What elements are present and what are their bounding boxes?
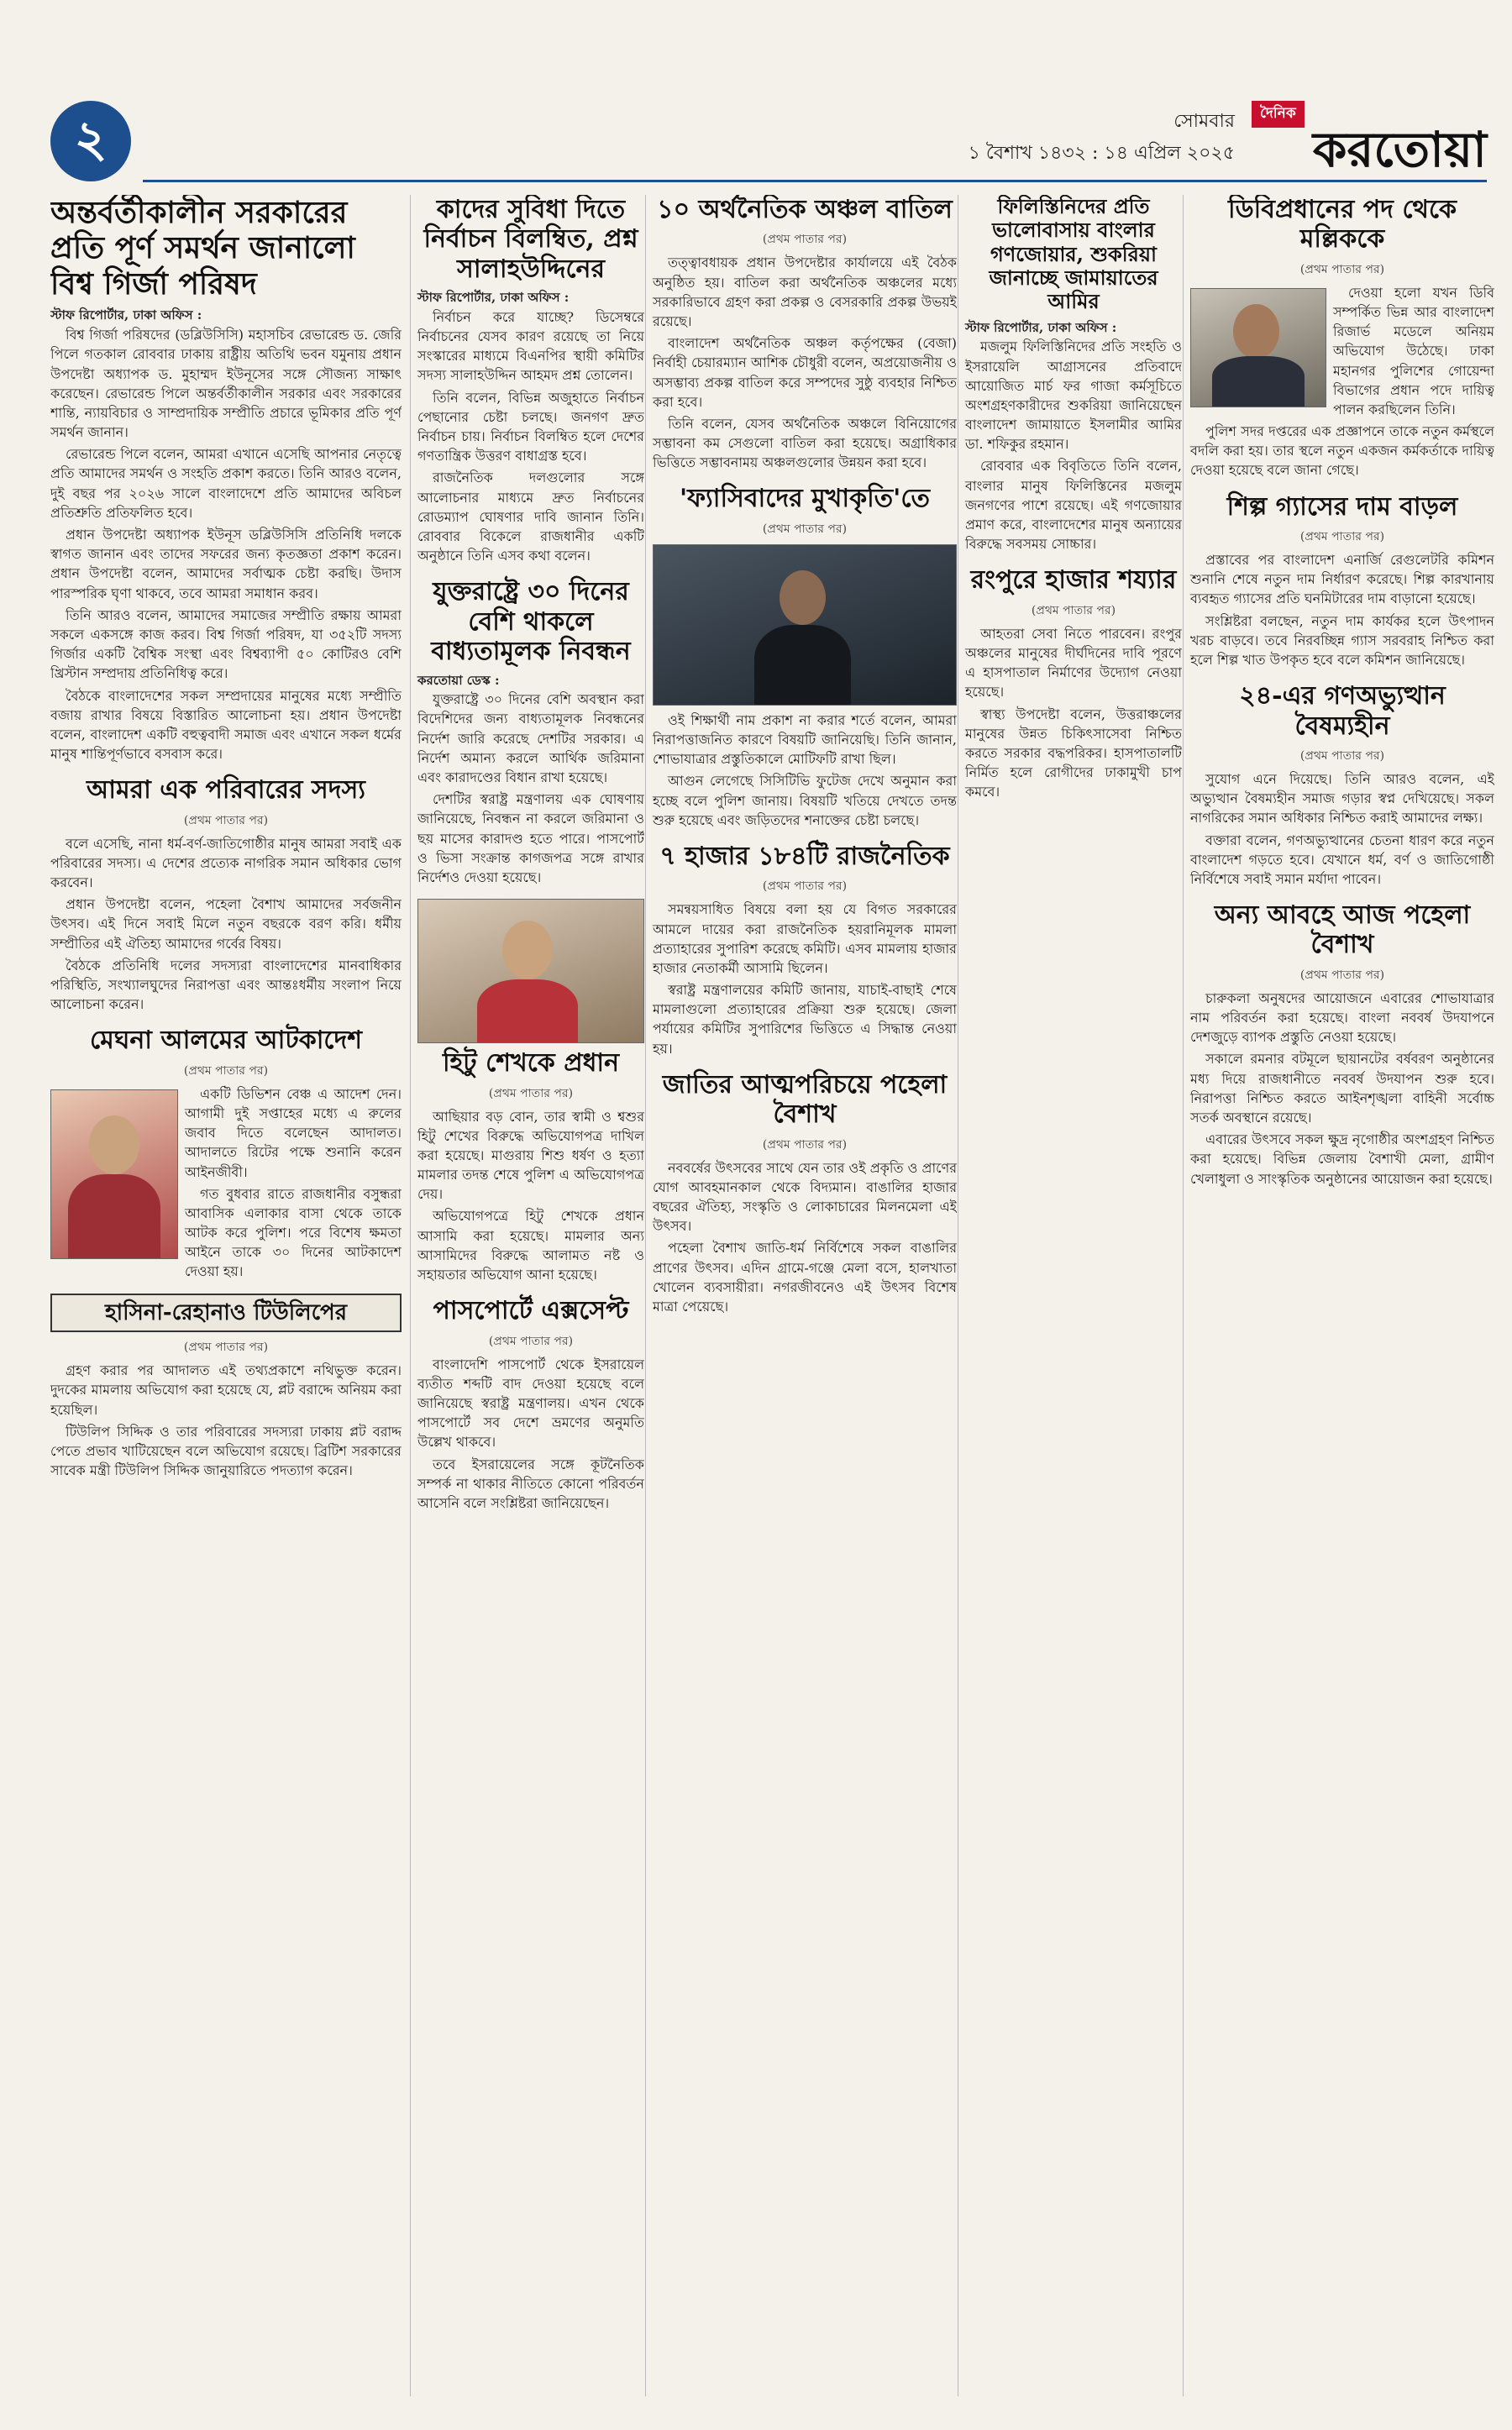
article-usa-visa <box>417 577 644 887</box>
masthead <box>50 101 1487 193</box>
continuation-ref: (প্রথম পাতার পর) <box>1299 748 1385 763</box>
article-body <box>417 672 644 888</box>
paragraph: তিনি বলেন, বিভিন্ন অজুহাতে নির্বাচন পেছানোর চেষ্টা চলছে। জনগণ দ্রুত নির্বাচন চায়। নির্বাচন বিলম্বিত হলে দেশের গণতান্ত্রিক উত্তরণ বাধাগ্রস্ত হবে। <box>417 389 644 464</box>
paragraph: বলে এসেছি, নানা ধর্ম-বর্ণ-জাতিগোষ্ঠীর মানুষ আমরা সবাই এক পরিবারের সদস্য। এ দেশের প্রত্যেক নাগরিক সমান অধিকার ভোগ করবেন। <box>50 835 402 891</box>
paragraph: চারুকলা অনুষদের আয়োজনে এবারের শোভাযাত্রার নাম পরিবর্তন করা হয়েছে। বাংলা নববর্ষ উদযাপনে দেশজুড়ে ব্যাপক প্রস্তুতি নেওয়া হয়েছে। <box>1190 989 1494 1046</box>
paragraph: ওই শিক্ষার্থী নাম প্রকাশ না করার শর্তে বলেন, আমরা নিরাপত্তাজনিত কারণে বিষয়টি জানিয়েছি। তিনি জানান, শোভাযাত্রার প্রস্তুতিকালে মোটিফটি রাখা ছিল। <box>653 711 957 768</box>
paragraph: পুলিশ সদর দপ্তরের এক প্রজ্ঞাপনে তাকে নতুন কর্মস্থলে বদলি করা হয়। তার স্থলে নতুন একজন কর্মকর্তাকে দায়িত্ব দেওয়া হয়েছে বলে জানা গেছে। <box>1190 423 1494 479</box>
paragraph: আহতরা সেবা নিতে পারবেন। রংপুর অঞ্চলের মানুষের দীর্ঘদিনের দাবি পূরণে এ হাসপাতাল নির্মাণের উদ্যোগ নেওয়া হয়েছে। <box>965 625 1182 701</box>
continuation-ref: (প্রথম পাতার পর) <box>183 813 269 827</box>
paragraph: নির্বাচন করে যাচ্ছে? ডিসেম্বরে নির্বাচনের যেসব কারণ রয়েছে তা নিয়ে সংস্কারের মাধ্যমে বিএনপির স্থায়ী কমিটির সদস্য সালাহউদ্দিন আহমদ প্রশ্ন তোলেন। <box>417 308 644 384</box>
dateline: স্টাফ রিপোর্টার, ঢাকা অফিস : <box>50 307 202 323</box>
article-rangpur <box>965 565 1182 801</box>
column-5 <box>1183 195 1494 2396</box>
column-1 <box>50 195 402 2396</box>
paragraph: সুযোগ এনে দিয়েছে। তিনি আরও বলেন, এই অভ্যুত্থান বৈষম্যহীন সমাজ গড়ার স্বপ্ন দেখিয়েছে। সকল নাগরিকের সমান অধিকার নিশ্চিত করাই আমাদের লক্ষ্য। <box>1190 770 1494 827</box>
headline: ডিবিপ্রধানের পদ থেকে মল্লিককে <box>1228 195 1457 255</box>
newspaper-logo <box>1252 101 1487 180</box>
headline: মেঘনা আলমের আটকাদেশ <box>89 1026 362 1056</box>
article-church <box>50 195 402 764</box>
dateline: স্টাফ রিপোর্টার, ঢাকা অফিস : <box>417 290 570 306</box>
article-body <box>417 289 644 565</box>
article-fascism <box>653 484 957 830</box>
paragraph: তত্ত্বাবধায়ক প্রধান উপদেষ্টার কার্যালয়ে এই বৈঠক অনুষ্ঠিত হয়। বাতিল করা অর্থনৈতিক অঞ্চলের মধ্যে সরকারিভাবে গ্রহণ করা প্রকল্প ও বেসরকারি প্রকল্প উভয়ই রয়েছে। <box>653 255 957 329</box>
article-body <box>653 900 957 1058</box>
headline: শিল্প গ্যাসের দাম বাড়ল <box>1226 491 1458 522</box>
headline: 'ফ্যাসিবাদের মুখাকৃতি'তে <box>679 484 931 514</box>
news-photo <box>417 899 644 1043</box>
paragraph: গ্রহণ করার পর আদালত এই তথ্যপ্রকাশে নথিভুক্ত করেন। দুদকের মামলায় অভিযোগ করা হয়েছে যে, প্লট বরাদ্দে অনিয়ম করা হয়েছিল। <box>50 1362 402 1418</box>
headline: পাসপোর্টে এক্সসেপ্ট <box>433 1296 629 1326</box>
paragraph: প্রধান উপদেষ্টা অধ্যাপক ইউনূস ডব্লিউসিসি প্রতিনিধি দলকে স্বাগত জানান এবং তাদের সফরের জন্য কৃতজ্ঞতা প্রকাশ করেন। প্রধান উপদেষ্টা বলেন, আমাদের সর্বাত্মক চেষ্টা করছি। উদাস পারস্পরিক ঘৃণা থাকবে, তবে আমরা সমাধান করব। <box>50 527 402 601</box>
paragraph: নববর্ষের উৎসবের সাথে যেন তার ওই প্রকৃতি ও প্রাণের যোগ আবহমানকাল থেকে বিদ্যমান। বাঙালির হাজার বছরের ঐতিহ্য, সংস্কৃতি ও লোকাচারের মিলনমেলা এই উৎসব। <box>653 1159 957 1235</box>
article-body <box>50 1361 402 1480</box>
article-gas <box>1190 492 1494 670</box>
column-4 <box>958 195 1182 2396</box>
paragraph: দেওয়া হলো যখন ডিবি সম্পর্কিত ভিন্ন আর বাংলাদেশ রিজার্ভ মডেলে অনিয়ম অভিযোগ উঠেছে। ঢাকা মহানগর পুলিশের গোয়েন্দা বিভাগের প্রধান পদে দায়িত্ব পালন করছিলেন তিনি। <box>1333 284 1494 417</box>
masthead-rule <box>143 180 1487 182</box>
continuation-ref: (প্রথম পাতার পর) <box>488 1086 574 1100</box>
paragraph: রেভারেন্ড পিলে বলেন, আমরা এখানে এসেছি আপনার নেতৃত্বে প্রতি আমাদের সমর্থন ও সংহতি প্রকাশ করতে। তিনি আরও বলেন, দুই বছর পর ২০২৬ সালে বাংলাদেশে প্রতি আমাদের অবিচল প্রতিশ্রুতি প্রতিফলিত হবে। <box>50 446 402 521</box>
continuation-ref: (প্রথম পাতার পর) <box>762 522 848 536</box>
article-other-events <box>1190 900 1494 1189</box>
article-meghna <box>50 1026 402 1281</box>
headline: কাদের সুবিধা দিতে নির্বাচন বিলম্বিত, প্রশ্ন সালাহউদ্দিনের <box>423 195 638 284</box>
headline: অন্য আবহে আজ পহেলা বৈশাখ <box>1214 900 1471 960</box>
paragraph: বিশ্ব গির্জা পরিষদের (ডব্লিউসিসি) মহাসচিব রেভারেন্ড ড. জেরি পিলে গতকাল রোববার ঢাকায় রাষ্ট্রীয় অতিথি ভবন যমুনায় প্রধান উপদেষ্টা অধ্যাপক ড. মুহাম্মদ ইউনূসের সঙ্গে সৌজন্য সাক্ষাৎ করেছেন। রেভারেন্ড পিলে অন্তর্বর্তীকালীন সরকার এবং সরকারের শান্তি, ন্যায়বিচার ও সাম্প্রদায়িক সম্প্রীতি প্রচারে ভূমিকার প্রতি পূর্ণ সমর্থন জানান। <box>50 327 402 441</box>
headline: হিটু শেখকে প্রধান <box>442 1048 620 1079</box>
paragraph: মজলুম ফিলিস্তিনিদের প্রতি সংহতি ও ইসরায়েলি আগ্রাসনের প্রতিবাদে আয়োজিত মার্চ ফর গাজা কর্মসূচিতে অংশগ্রহণকারীদের শুকরিয়া জানিয়েছেন বাংলাদেশ জামায়াতে ইসলামীর আমির ডা. শফিকুর রহমান। <box>965 339 1182 453</box>
headline: অন্তর্বর্তীকালীন সরকারের প্রতি পূর্ণ সমর্থন জানালো বিশ্ব গির্জা পরিষদ <box>50 195 355 302</box>
continuation-ref: (প্রথম পাতার পর) <box>762 1137 848 1152</box>
continuation-ref: (প্রথম পাতার পর) <box>1299 530 1385 544</box>
paragraph: বাংলাদেশ অর্থনৈতিক অঞ্চল কর্তৃপক্ষের (বেজা) নির্বাহী চেয়ারম্যান আশিক চৌধুরী বলেন, অপ্রয়োজনীয় ও অসম্ভাব্য প্রকল্প বাতিল করে সম্পদের সুষ্ঠু ব্যবহার নিশ্চিত করা হবে। <box>653 335 957 410</box>
article-body <box>965 319 1182 554</box>
headline: আমরা এক পরিবারের সদস্য <box>87 775 365 806</box>
continuation-ref: (প্রথম পাতার পর) <box>762 879 848 894</box>
paragraph: আছিয়ার বড় বোন, তার স্বামী ও শ্বশুর হিটু শেখের বিরুদ্ধে অভিযোগপত্র দাখিল করা হয়েছে। মাগুরায় শিশু ধর্ষণ ও হত্যা মামলার তদন্ত শেষে পুলিশ এ অভিযোগপত্র দেয়। <box>417 1108 644 1203</box>
paragraph: যুক্তরাষ্ট্রে ৩০ দিনের বেশি অবস্থান করা বিদেশিদের জন্য বাধ্যতামূলক নিবন্ধনের নির্দেশ জারি করেছে দেশটির সরকার। এ নির্দেশ অমান্য করলে আর্থিক জরিমানা এবং কারাদণ্ডের বিধান রাখা হয়েছে। <box>417 691 644 786</box>
headline: ফিলিস্তিনিদের প্রতি ভালোবাসায় বাংলার গণজোয়ার, শুকরিয়া জানাচ্ছে জামায়াতের আমির <box>989 195 1158 314</box>
logo-prefix: দৈনিক <box>1252 101 1305 128</box>
headline: যুক্তরাষ্ট্রে ৩০ দিনের বেশি থাকলে বাধ্যতামূলক নিবন্ধন <box>431 577 631 667</box>
article-body <box>653 1158 957 1317</box>
paragraph: সংশ্লিষ্টরা বলছেন, নতুন দাম কার্যকর হলে উৎপাদন খরচ বাড়বে। তবে নিরবচ্ছিন্ন গ্যাস সরবরাহ নিশ্চিত করা হলে শিল্প খাত উপকৃত হবে বলে কমিশন জানিয়েছে। <box>1190 612 1494 668</box>
article-hitu <box>417 899 644 1284</box>
headline: ২৪-এর গণঅভ্যুত্থান বৈষম্যহীন <box>1239 681 1446 741</box>
continuation-ref: (প্রথম পাতার পর) <box>1031 603 1116 617</box>
article-body <box>1190 550 1494 669</box>
paragraph: বৈঠকে প্রতিনিধি দলের সদস্যরা বাংলাদেশের মানবাধিকার পরিস্থিতি, সংখ্যালঘুদের নিরাপত্তা এবং আন্তঃধর্মীয় সংলাপ নিয়ে আলোচনা করেন। <box>50 957 402 1013</box>
article-body <box>50 834 402 1015</box>
paragraph: স্বাস্থ্য উপদেষ্টা বলেন, উত্তরাঞ্চলের মানুষের উন্নত চিকিৎসাসেবা নিশ্চিত করতে সরকার বদ্ধপরিকর। হাসপাতালটি নির্মিত হলে রোগীদের ঢাকামুখী চাপ কমবে। <box>965 706 1182 800</box>
continuation-ref: (প্রথম পাতার পর) <box>183 1341 269 1355</box>
news-photo <box>653 544 957 706</box>
paragraph: এবারের উৎসবে সকল ক্ষুদ্র নৃগোষ্ঠীর অংশগ্রহণ নিশ্চিত করা হয়েছে। বিভিন্ন জেলায় বৈশাখী মেলা, গ্রামীণ খেলাধুলা ও সাংস্কৃতিক অনুষ্ঠানের আয়োজন করা হয়েছে। <box>1190 1131 1494 1187</box>
paragraph: সমন্বয়সাধিত বিষয়ে বলা হয় যে বিগত সরকারের আমলে দায়ের করা রাজনৈতিক হয়রানিমূলক মামলা প্রত্যাহারের সুপারিশ করেছে কমিটি। এসব মামলায় হাজার হাজার নেতাকর্মী আসামি ছিলেন। <box>653 901 957 976</box>
continuation-ref: (প্রথম পাতার পর) <box>488 1334 574 1348</box>
article-body <box>50 307 402 764</box>
article-philistine <box>965 195 1182 554</box>
headline: রংপুরে হাজার শয্যার <box>970 565 1177 596</box>
paragraph: সকালে রমনার বটমূলে ছায়ানটের বর্ষবরণ অনুষ্ঠানের মধ্য দিয়ে রাজধানীতে নববর্ষ উদযাপন শুরু হবে। নিরাপত্তা নিশ্চিত করতে আইনশৃঙ্খলা বাহিনী সর্বোচ্চ সতর্ক অবস্থানে রয়েছে। <box>1190 1051 1494 1126</box>
paragraph: বৈঠকে বাংলাদেশের সকল সম্প্রদায়ের মানুষের মধ্যে সম্প্রীতি বজায় রাখার বিষয়ে বিস্তারিত আলোচনা হয়। প্রধান উপদেষ্টা বলেন, বাংলাদেশ একটি বহুত্ববাদী সমাজ এবং এখানে সকল ধর্মের মানুষ শান্তিপূর্ণভাবে বসবাস করে। <box>50 687 402 763</box>
paragraph: দেশটির স্বরাষ্ট্র মন্ত্রণালয় এক ঘোষণায় জানিয়েছে, নিবন্ধন না করলে জরিমানা ও ছয় মাসের কারাদণ্ড হতে পারে। পাসপোর্ট ও ভিসা সংক্রান্ত কাগজপত্র সঙ্গে রাখার নির্দেশও দেওয়া হয়েছে। <box>417 791 644 885</box>
paragraph: তবে ইসরায়েলের সঙ্গে কূটনৈতিক সম্পর্ক না থাকার নীতিতে কোনো পরিবর্তন আসেনি বলে সংশ্লিষ্টরা জানিয়েছেন। <box>417 1456 644 1511</box>
paragraph: বাংলাদেশি পাসপোর্ট থেকে ইসরায়েল ব্যতীত শব্দটি বাদ দেওয়া হয়েছে বলে জানিয়েছে স্বরাষ্ট্র মন্ত্রণালয়। এখন থেকে পাসপোর্টে সব দেশে ভ্রমণের অনুমতি উল্লেখ থাকবে। <box>417 1356 644 1451</box>
headline: ৭ হাজার ১৮৪টি রাজনৈতিক <box>659 841 950 871</box>
article-body <box>965 624 1182 802</box>
paragraph: প্রধান উপদেষ্টা বলেন, পহেলা বৈশাখ আমাদের সর্বজনীন উৎসব। এই দিনে সবাই মিলে নতুন বছরকে বরণ করি। ধর্মীয় সম্প্রীতির এই ঐতিহ্য আমাদের গর্বের বিষয়। <box>50 896 402 952</box>
paragraph: রোববার এক বিবৃতিতে তিনি বলেন, বাংলার মানুষ ফিলিস্তিনের মজলুম জনগণের পাশে রয়েছে। এই গণজোয়ার প্রমাণ করে, বাংলাদেশের মানুষ অন্যায়ের বিরুদ্ধে সবসময় সোচ্চার। <box>965 458 1182 553</box>
news-photo <box>50 1089 178 1259</box>
article-regions <box>653 195 957 472</box>
paragraph: পহেলা বৈশাখ জাতি-ধর্ম নির্বিশেষে সকল বাঙালির প্রাণের উৎসব। এদিন গ্রামে-গঞ্জে মেলা বসে, হালখাতা খোলেন ব্যবসায়ীরা। নগরজীবনেও এই উৎসব বিশেষ মাত্রা পেয়েছে। <box>653 1240 957 1315</box>
weekday: সোমবার <box>1173 111 1235 132</box>
article-body <box>417 1355 644 1514</box>
paragraph: তিনি বলেন, যেসব অর্থনৈতিক অঞ্চলে বিনিয়োগের সম্ভাবনা কম সেগুলো বাতিল করা হয়েছে। অগ্রাধিকার ভিত্তিতে সম্ভাবনাময় অঞ্চলগুলোর উন্নয়ন করা হবে। <box>653 415 957 471</box>
article-hasina <box>50 1294 402 1481</box>
article-body <box>1190 769 1494 889</box>
article-passport <box>417 1296 644 1513</box>
headline: জাতির আত্মপরিচয়ে পহেলা বৈশাখ <box>662 1069 948 1130</box>
paragraph: টিউলিপ সিদ্দিক ও তার পরিবারের সদস্যরা ঢাকায় প্লট বরাদ্দ পেতে প্রভাব খাটিয়েছেন বলে অভিযোগ রয়েছে। ব্রিটিশ সরকারের সাবেক মন্ত্রী টিউলিপ সিদ্দিক জানুয়ারিতে পদত্যাগ করেন। <box>50 1423 402 1479</box>
issue-date: ১ বৈশাখ ১৪৩২ : ১৪ এপ্রিল ২০২৫ <box>968 143 1235 164</box>
article-divisional <box>1190 195 1494 480</box>
column-3 <box>645 195 957 2396</box>
headline: ১০ অর্থনৈতিক অঞ্চল বাতিল <box>657 195 953 224</box>
article-identity <box>653 1070 957 1316</box>
headline: হাসিনা-রেহানাও টিউলিপের <box>50 1294 402 1333</box>
article-body <box>1190 989 1494 1189</box>
article-body <box>653 253 957 472</box>
article-family <box>50 775 402 1014</box>
article-body <box>417 1107 644 1285</box>
dateline: করতোয়া ডেস্ক : <box>417 672 500 688</box>
article-kader <box>417 195 644 565</box>
news-photo <box>1190 288 1326 407</box>
dateline: স্টাফ রিপোর্টার, ঢাকা অফিস : <box>965 319 1117 335</box>
issue-meta <box>969 106 1235 170</box>
article-politics <box>653 842 957 1058</box>
paragraph: গত বুধবার রাতে রাজধানীর বসুন্ধরা আবাসিক এলাকার বাসা থেকে তাকে আটক করে পুলিশ। পরে বিশেষ ক্ষমতা আইনে তাকে ৩০ দিনের আটকাদেশ দেওয়া হয়। <box>185 1185 402 1280</box>
page-number-badge: ২ <box>50 101 131 181</box>
column-2 <box>410 195 644 2396</box>
paragraph: প্রস্তাবের পর বাংলাদেশ এনার্জি রেগুলেটরি কমিশন শুনানি শেষে নতুন দাম নির্ধারণ করেছে। শিল্প কারখানায় ব্যবহৃত গ্যাসের প্রতি ঘনমিটারের দাম বাড়ানো হয়েছে। <box>1190 552 1494 607</box>
paragraph: অভিযোগপত্রে হিটু শেখকে প্রধান আসামি করা হয়েছে। মামলার অন্য আসামিদের বিরুদ্ধে আলামত নষ্ট ও সহায়তার অভিযোগ আনা হয়েছে। <box>417 1208 644 1283</box>
continuation-ref: (প্রথম পাতার পর) <box>1299 968 1385 982</box>
paragraph: একটি ডিভিশন বেঞ্চ এ আদেশ দেন। আগামী দুই সপ্তাহের মধ্যে এ রুলের জবাব দিতে বলেছেন আদালত। আদালতে রিটের পক্ষে শুনানি করেন আইনজীবী। <box>185 1085 402 1180</box>
paragraph: রাজনৈতিক দলগুলোর সঙ্গে আলোচনার মাধ্যমে দ্রুত নির্বাচনের রোডম্যাপ ঘোষণার দাবি জানান তিনি। রোববার বিকেলে রাজধানীর একটি অনুষ্ঠানে তিনি এসব কথা বলেন। <box>417 470 644 564</box>
paragraph: স্বরাষ্ট্র মন্ত্রণালয়ের কমিটি জানায়, যাচাই-বাছাই শেষে মামলাগুলো প্রত্যাহারের প্রক্রিয়া শুরু হয়েছে। জেলা পর্যায়ের কমিটির সুপারিশের ভিত্তিতে এ সিদ্ধান্ত নেওয়া হয়। <box>653 982 957 1057</box>
continuation-ref: (প্রথম পাতার পর) <box>762 233 848 247</box>
logo-name: করতোয়া <box>1312 121 1487 178</box>
article-body <box>653 711 957 830</box>
continuation-ref: (প্রথম পাতার পর) <box>1299 262 1385 276</box>
paragraph: আগুন লেগেছে সিসিটিভি ফুটেজ দেখে অনুমান করা হচ্ছে বলে পুলিশ জানায়। বিষয়টি খতিয়ে দেখতে তদন্ত শুরু হয়েছে এবং জড়িতদের শনাক্তের চেষ্টা চলছে। <box>653 773 957 828</box>
continuation-ref: (প্রথম পাতার পর) <box>183 1063 269 1078</box>
paragraph: বক্তারা বলেন, গণঅভ্যুত্থানের চেতনা ধারণ করে নতুন বাংলাদেশ গড়তে হবে। যেখানে ধর্ম, বর্ণ ও জাতিগোষ্ঠী নির্বিশেষে সবাই সমান মর্যাদা পাবেন। <box>1190 832 1494 887</box>
article-uprising <box>1190 681 1494 889</box>
paragraph: তিনি আরও বলেন, আমাদের সমাজের সম্প্রীতি রক্ষায় আমরা সকলে একসঙ্গে কাজ করব। বিশ্ব গির্জা পরিষদ, যা ৩৫২টি সদস্য গির্জার একটি বৈশ্বিক সংস্থা এবং বিশ্বব্যাপী ৫০ কোটিরও বেশি খ্রিস্টান সম্প্রদায় প্রতিনিধিত্ব করে। <box>50 606 402 682</box>
